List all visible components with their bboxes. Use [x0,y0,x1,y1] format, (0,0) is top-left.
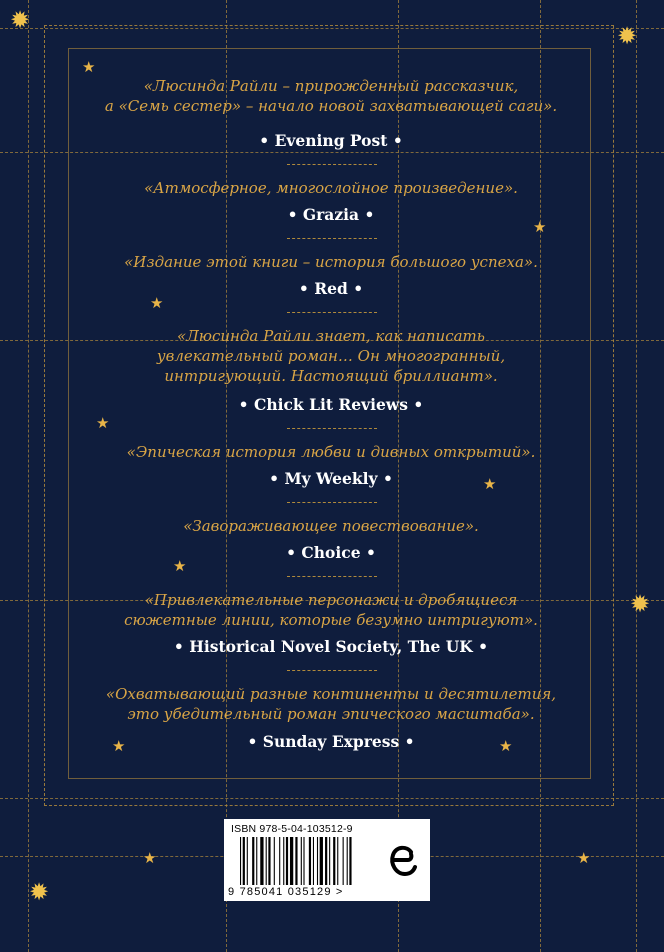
sun-icon: ✹ [10,6,31,34]
review-quote: «Люсинда Райли – прирожденный рассказчик, а «Семь сестер» – начало новой захватывающей саги». [104,77,558,115]
star-icon: ★ [96,414,110,432]
decor-line [28,0,29,952]
review-source: • Choice • [286,543,376,562]
separator [287,428,377,429]
star-icon: ★ [483,475,497,493]
star-icon: ★ [112,737,126,755]
review-source: • Red • [298,279,364,298]
star-icon: ★ [82,58,96,76]
star-icon: ★ [143,849,157,867]
separator [287,312,377,313]
review-quote: «Эпическая история любви и дивных открытий». [126,443,536,461]
decor-line [636,0,637,952]
star-icon: ★ [150,294,164,312]
separator [287,238,377,239]
publisher-logo-icon [386,832,420,890]
review-quote: «Атмосферное, многослойное произведение». [144,179,518,197]
separator [287,502,377,503]
separator [287,576,377,577]
review-source: • My Weekly • [269,469,393,488]
review-source: • Chick Lit Reviews • [238,395,424,414]
barcode-digits: 9 785041 035129 > [228,886,344,898]
review-source: • Grazia • [287,205,375,224]
sun-icon: ✹ [630,590,651,618]
sun-icon: ✹ [617,22,638,50]
star-icon: ★ [173,557,187,575]
star-icon: ★ [577,849,591,867]
review-source: • Sunday Express • [247,732,415,751]
star-icon: ★ [533,218,547,236]
sun-icon: ✹ [29,878,50,906]
isbn-number: ISBN 978-5-04-103512-9 [231,823,353,835]
review-quote: «Привлекательные персонажи и дробящиеся сюжетные линии, которые безумно интригуют». [124,591,538,629]
review-source: • Evening Post • [259,131,403,150]
separator [287,164,377,165]
review-source: • Historical Novel Society, The UK • [173,637,489,656]
review-quote: «Издание этой книги – история большого успеха». [124,253,538,271]
star-icon: ★ [499,737,513,755]
separator [287,670,377,671]
review-quote: «Завораживающее повествование». [183,517,479,535]
barcode [240,837,390,887]
review-quote: «Люсинда Райли знает, как написать увлекательный роман… Он многогранный, интригующий. Настоящий бриллиант». [156,327,506,385]
review-quote: «Охватывающий разные континенты и десятилетия, это убедительный роман эпического масштаба». [105,685,557,723]
